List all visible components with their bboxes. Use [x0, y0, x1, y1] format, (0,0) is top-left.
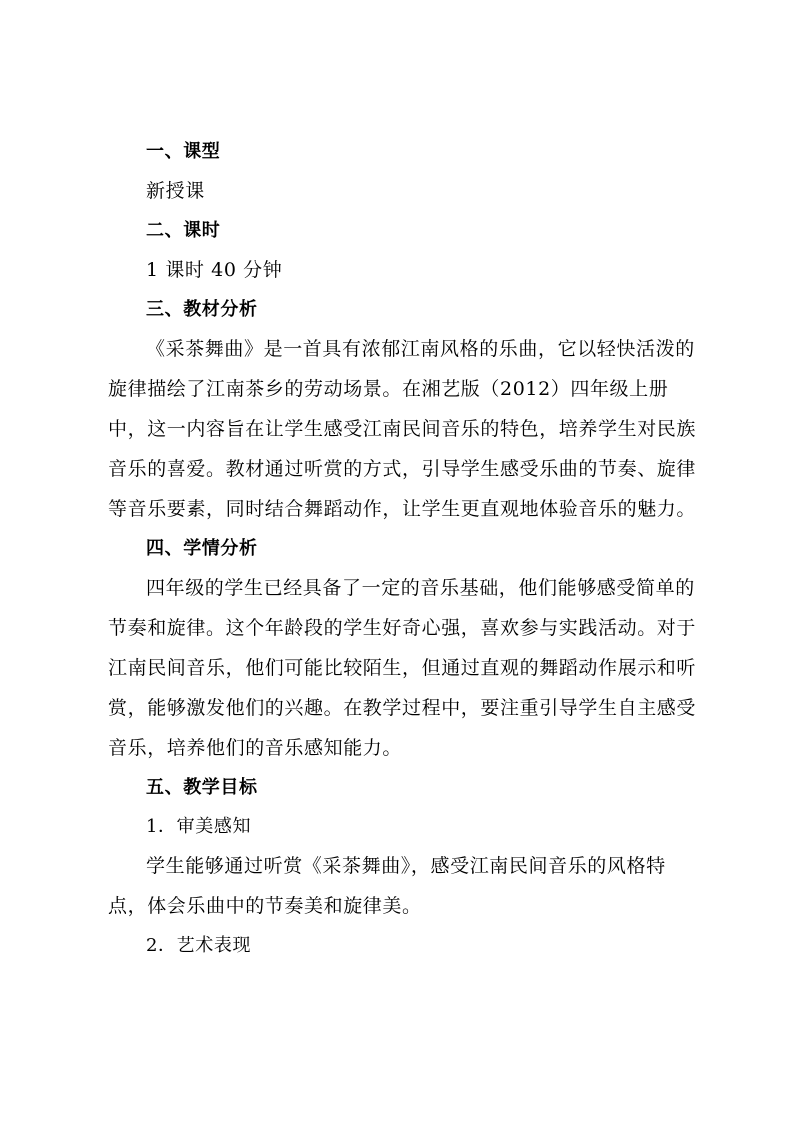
section-heading-material-analysis: 三、教材分析 [146, 299, 258, 320]
student-analysis-paragraph: 四年级的学生已经具备了一定的音乐基础，他们能够感受简单的节奏和旋律。这个年龄段的学生好奇心强，喜欢参与实践活动。对于江南民间音乐，他们可能比较陌生，但通过直观的舞蹈动作展示和听赏，能够激发他们的兴趣。在教学过程中，要注重引导学生自主感受音乐，培养他们的音乐感知能力。 [108, 577, 697, 759]
section-heading-student-analysis: 四、学情分析 [146, 538, 258, 559]
class-hours-text: 1 课时 40 分钟 [146, 259, 283, 281]
objective-heading-artistic-expression: 2．艺术表现 [146, 935, 252, 956]
section-heading-teaching-objectives: 五、教学目标 [146, 777, 258, 798]
objective-aesthetic-paragraph: 学生能够通过听赏《采茶舞曲》，感受江南民间音乐的风格特点，体会乐曲中的节奏美和旋律美。 [108, 855, 666, 917]
section-heading-class-hours: 二、课时 [146, 220, 221, 241]
section-heading-course-type: 一、课型 [146, 141, 221, 162]
document-content [108, 132, 698, 965]
material-analysis-paragraph: 《采茶舞曲》是一首具有浓郁江南风格的乐曲，它以轻快活泼的旋律描绘了江南茶乡的劳动场景。在湘艺版（2012）四年级上册中，这一内容旨在让学生感受江南民间音乐的特色，培养学生对民族音乐的喜爱。教材通过听赏的方式，引导学生感受乐曲的节奏、旋律等音乐要素，同时结合舞蹈动作，让学生更直观地体验音乐的魅力。 [108, 338, 697, 520]
course-type-text: 新授课 [146, 180, 205, 202]
objective-heading-aesthetic-perception: 1．审美感知 [146, 816, 252, 837]
